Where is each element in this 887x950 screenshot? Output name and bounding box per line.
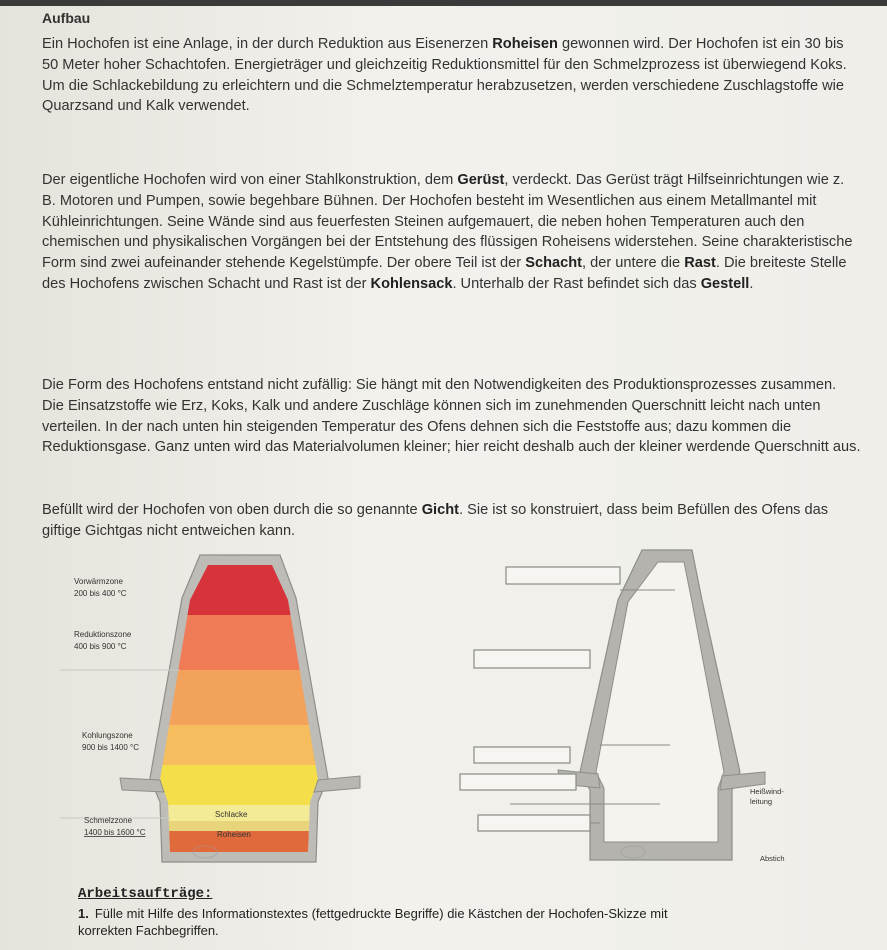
task-text-a: Fülle mit Hilfe des Informationstextes (fettgedruckte Begriffe) die Kästchen der Hochofen-Skizze mit xyxy=(94,906,668,921)
text-run: Befüllt wird der Hochofen von oben durch die so genannte xyxy=(42,502,422,518)
iron-label: Roheisen xyxy=(217,830,251,839)
zone1-temp: 200 bis 400 °C xyxy=(74,589,127,598)
paragraph-form: Die Form des Hochofens entstand nicht zufällig: Sie hängt mit den Notwendigkeiten des Produktionsprozesses zusammen. Die Einsatzstoffe wie Erz, Koks, Kalk und andere Zuschläge können sich im zunehmenden Querschnitt leicht nach unten verteilen. In der nach unten hin steigenden Temperatur des Ofens dehnen sich die Feststoffe aus; dazu kommen die Reduktionsgase. Ganz unten wird das Materialvolumen kleiner; hier reicht deshalb auch der kleiner werdende Querschnitt aus. xyxy=(42,377,861,456)
task-item-1 xyxy=(78,905,868,939)
zone3-name: Kohlungszone xyxy=(82,731,133,740)
answer-box-3[interactable] xyxy=(474,747,570,763)
zone-band-4 xyxy=(150,725,330,765)
task-number: 1. xyxy=(78,906,89,921)
paragraph-intro xyxy=(42,34,862,117)
right-furnace-inner xyxy=(596,562,724,842)
answer-box-4[interactable] xyxy=(460,774,576,790)
slag-label: Schlacke xyxy=(215,810,248,819)
zone-band-5 xyxy=(150,765,330,805)
figure-svg xyxy=(60,540,840,885)
text-run: Ein Hochofen ist eine Anlage, in der durch Reduktion aus Eisenerzen xyxy=(42,36,493,52)
hot-blast-label-1: Heißwind- xyxy=(750,787,784,796)
zone-top-band xyxy=(150,560,330,615)
term-geruest: Gerüst xyxy=(457,172,505,188)
term-gestell: Gestell xyxy=(700,275,750,292)
zone2-temp: 400 bis 900 °C xyxy=(74,642,127,651)
text-run: . xyxy=(749,275,754,292)
section-heading: Aufbau xyxy=(42,10,91,26)
text-run: Der eigentliche Hochofen wird von einer Stahlkonstruktion, dem xyxy=(42,172,458,188)
text-run: . Sie ist so konstruiert, dass beim Befüllen des Ofens das giftige Gichtgas nicht entweichen kann. xyxy=(42,502,829,539)
text-run: gewonnen wird. Der Hochofen ist ein 30 bis 50 Meter hoher Schachtofen. Energieträger und gleichzeitig Reduktionsmittel für den Schmelzprozess ist überwiegend Koks. Um die Schlackebildung zu erleichtern und die Schmelztemperatur herabzusetzen, werden verschiedene Zuschlagstoffe wie Quarzsand und Kalk verwendet. xyxy=(42,36,847,115)
zone4-name: Schmelzzone xyxy=(84,816,133,825)
term-rast: Rast xyxy=(684,255,716,272)
tap-label: Abstich xyxy=(760,854,785,863)
paragraph-gicht xyxy=(42,500,862,542)
zone3-temp: 900 bis 1400 °C xyxy=(82,743,140,752)
tasks-heading: Arbeitsaufträge: xyxy=(78,886,213,902)
term-gicht: Gicht xyxy=(421,502,459,518)
answer-box-1[interactable] xyxy=(506,567,620,584)
answer-box-5[interactable] xyxy=(478,815,590,831)
term-roheisen: Roheisen xyxy=(492,36,558,52)
zone1-name: Vorwärmzone xyxy=(74,577,123,586)
term-kohlensack: Kohlensack xyxy=(370,275,453,292)
answer-box-2[interactable] xyxy=(474,650,590,668)
zone2-name: Reduktionszone xyxy=(74,630,132,639)
term-schacht: Schacht xyxy=(525,255,582,272)
paragraph-structure xyxy=(42,170,862,295)
zone4-temp: 1400 bis 1600 °C xyxy=(84,828,146,837)
text-run: . Die breiteste Stelle des Hochofens zwischen Schacht und Rast ist der xyxy=(42,255,847,292)
text-run: , der untere die xyxy=(582,255,685,272)
left-tuyere xyxy=(120,778,164,792)
hot-blast-label-2: leitung xyxy=(750,797,773,806)
text-run: , verdeckt. Das Gerüst trägt Hilfseinrichtungen wie z. B. Motoren und Pumpen, sowie begehbare Bühnen. Der Hochofen besteht im Wesentlichen aus einem Metallmantel mit Kühleinrichtungen. Seine Wände sind aus feuerfesten Steinen aufgemauert, die neben hohen Temperaturen auch den chemischen und physikalischen Vorgängen bei der Entstehung des flüssigen Roheisens widerstehen. Seine charakteristische Form sind zwei aufeinander stehende Kegelstümpfe. Der obere Teil ist der xyxy=(42,172,853,272)
text-run: . Unterhalb der Rast befindet sich das xyxy=(452,275,701,292)
blast-furnace-figure xyxy=(60,540,840,885)
task-text-b: korrekten Fachbegriffen. xyxy=(78,923,219,938)
